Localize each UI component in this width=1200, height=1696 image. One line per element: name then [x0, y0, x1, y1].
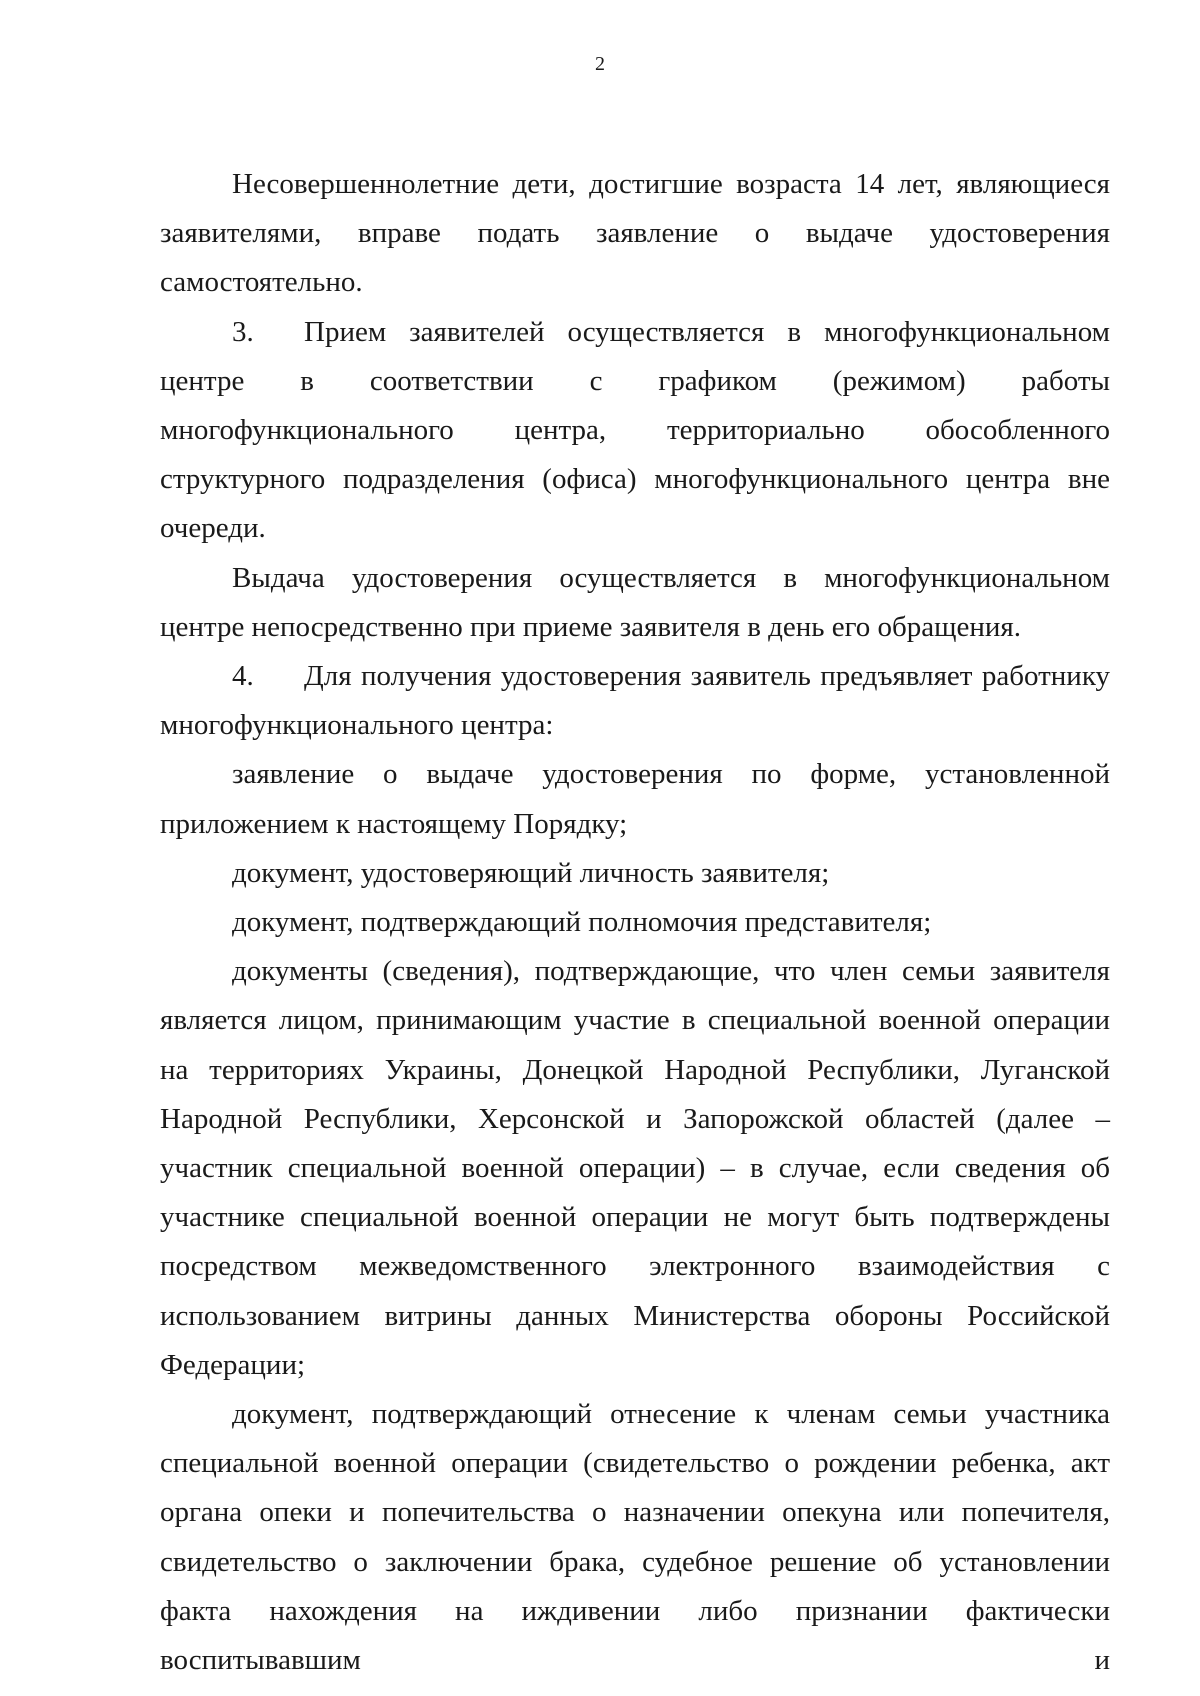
paragraph-minors-right: Несовершеннолетние дети, достигшие возраста 14 лет, являющиеся заявителями, вправе подать заявление о выдаче удостоверения самостоятельно.: [160, 168, 1110, 299]
paragraph-text: Прием заявителей осуществляется в многофункциональном центре в соответствии с графиком (режимом) работы многофункционального центра, территориально обособленного структурного подразделения (офиса) многофункционального центра вне очереди.: [160, 315, 1110, 545]
list-item-identity-document: документ, удостоверяющий личность заявителя;: [232, 856, 830, 889]
item-number: 4.: [232, 660, 254, 693]
paragraph-text: Для получения удостоверения заявитель предъявляет работнику многофункционального центра:: [160, 660, 1110, 742]
paragraph-item-3: [160, 308, 1110, 554]
list-item-family-documents: документ, подтверждающий отнесение к членам семьи участника специальной военной операции (свидетельство о рождении ребенка, акт органа опеки и попечительства о назначении опекуна или попечителя, свидетельство о заключении брака, судебное решение об установлении факта нахождения на иждивении либо признании фактически воспитывавшим и: [160, 1398, 1110, 1677]
page-number: 2: [595, 53, 605, 75]
paragraph-item-4: [160, 652, 1110, 750]
list-item-authority-document: документ, подтверждающий полномочия представителя;: [232, 906, 932, 939]
list-item-participation-documents: документы (сведения), подтверждающие, что член семьи заявителя является лицом, принимающим участие в специальной военной операции на территориях Украины, Донецкой Народной Республики, Луганской Народной Республики, Херсонской и Запорожской областей (далее – участник специальной военной операции) – в случае, если сведения об участнике специальной военной операции не могут быть подтверждены посредством межведомственного электронного взаимодействия с использованием витрины данных Министерства обороны Российской Федерации;: [160, 955, 1110, 1381]
list-item-application: заявление о выдаче удостоверения по форме, установленной приложением к настоящему Порядку;: [160, 758, 1110, 840]
item-number: 3.: [232, 315, 254, 348]
document-body: [160, 160, 1110, 1685]
paragraph-issuance: Выдача удостоверения осуществляется в многофункциональном центре непосредственно при приеме заявителя в день его обращения.: [160, 561, 1110, 643]
